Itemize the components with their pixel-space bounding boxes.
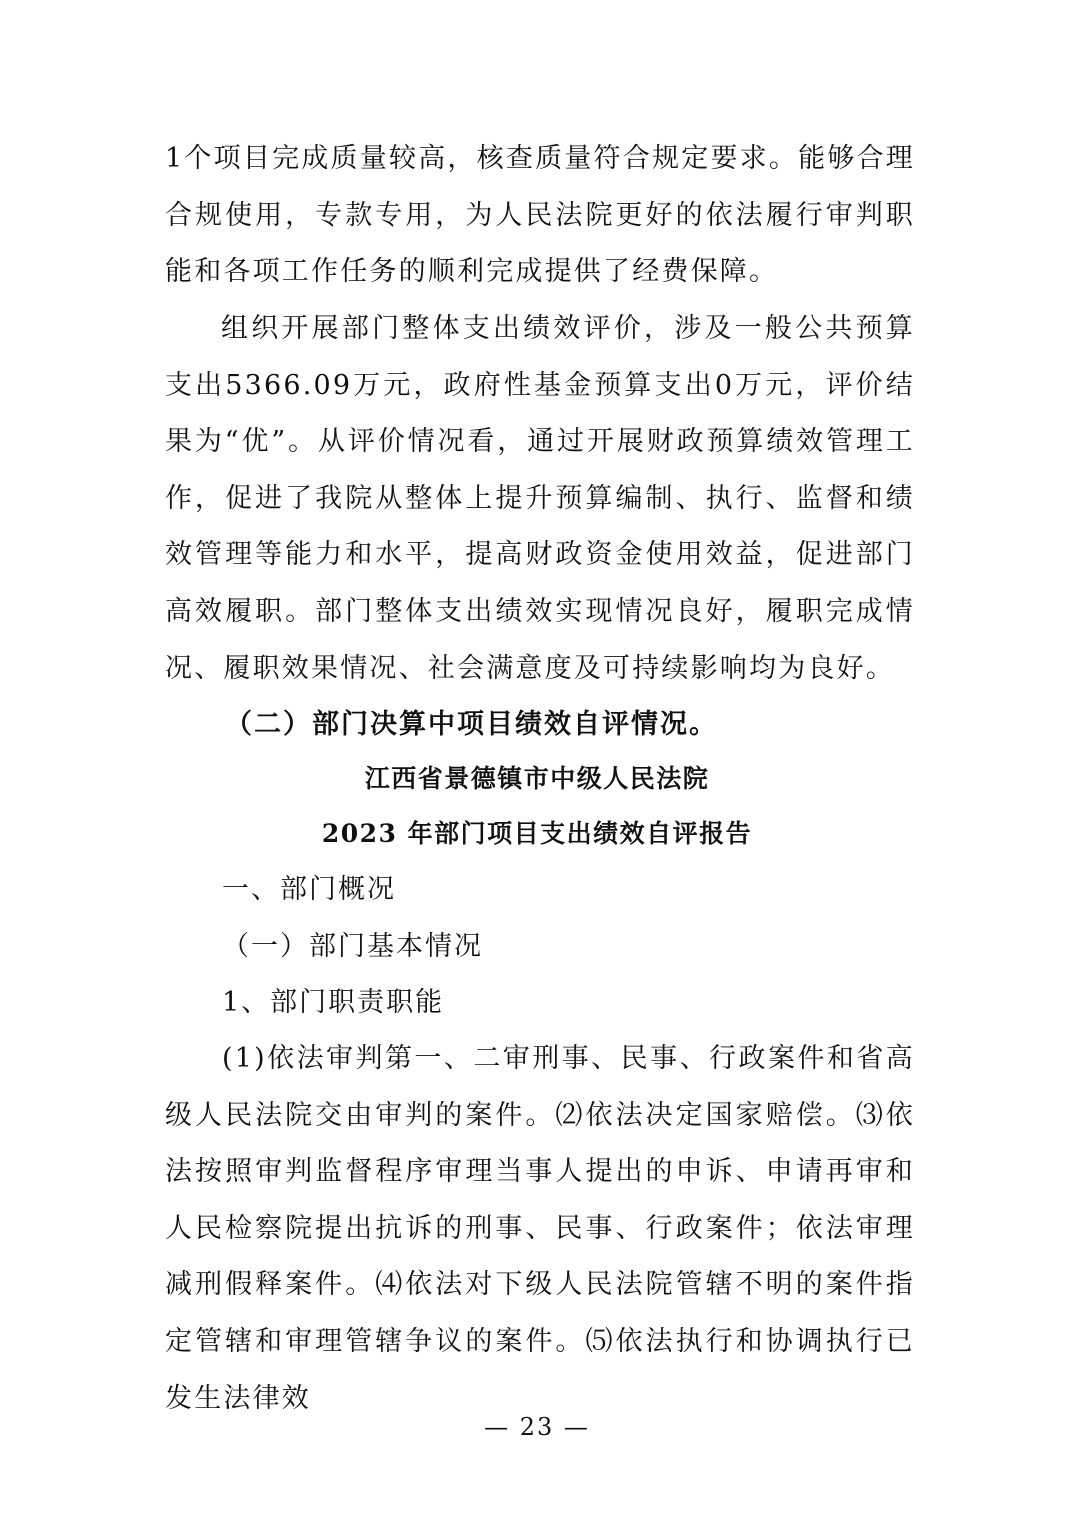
- body-paragraph: 1个项目完成质量较高，核查质量符合规定要求。能够合理合规使用，专款专用，为人民法院更好的依法履行审判职能和各项工作任务的顺利完成提供了经费保障。: [165, 143, 915, 288]
- page-number: — 23 —: [484, 1413, 590, 1441]
- report-title-line-2: 2023 年部门项目支出绩效自评报告: [321, 819, 753, 848]
- section-heading: （二）部门决算中项目绩效自评情况。: [225, 709, 718, 740]
- subheading-duties: 1、部门职责职能: [222, 987, 445, 1018]
- subheading-basic-situation: （一）部门基本情况: [222, 931, 483, 962]
- report-title-line-1: 江西省景德镇市中级人民法院: [364, 764, 710, 793]
- body-paragraph: (1)依法审判第一、二审刑事、民事、行政案件和省高级人民法院交由审判的案件。⑵依法决定国家赔偿。⑶依法按照审判监督程序审理当事人提出的申诉、申请再审和人民检察院提出抗诉的刑事、民事、行政案件；依法审理减刑假释案件。⑷依法对下级人民法院管辖不明的案件指定管辖和审理管辖争议的案件。⑸依法执行和协调执行已发生法律效: [165, 1043, 915, 1414]
- body-paragraph: 组织开展部门整体支出绩效评价，涉及一般公共预算支出5366.09万元，政府性基金预算支出0万元，评价结果为“优”。从评价情况看，通过开展财政预算绩效管理工作，促进了我院从整体上提升预算编制、执行、监督和绩效管理等能力和水平，提高财政资金使用效益，促进部门高效履职。部门整体支出绩效实现情况良好，履职完成情况、履职效果情况、社会满意度及可持续影响均为良好。: [165, 313, 915, 684]
- subheading-department-overview: 一、部门概况: [222, 874, 396, 905]
